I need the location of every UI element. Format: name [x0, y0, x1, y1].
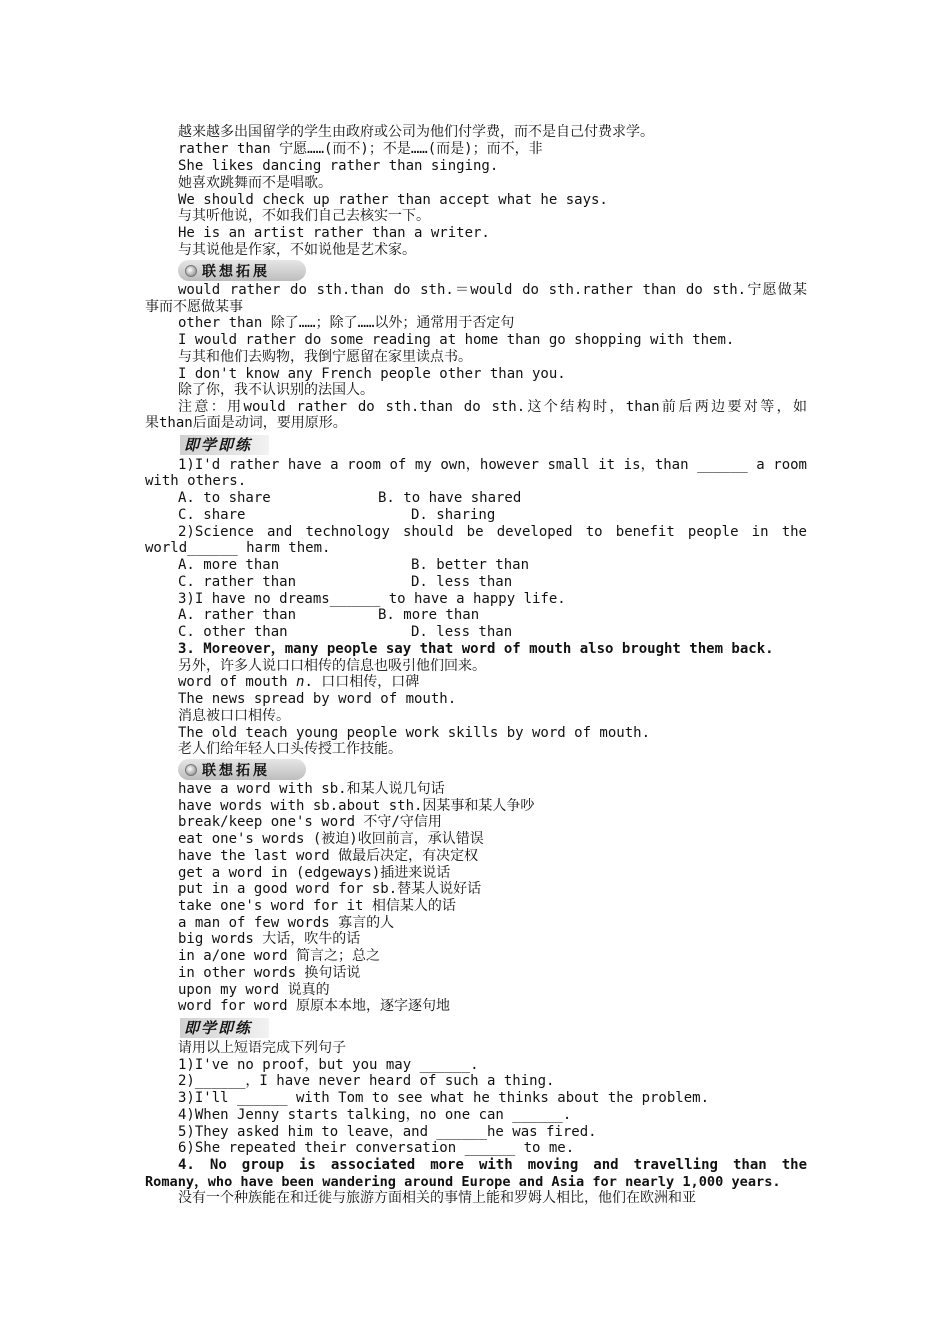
section-heading: 3. Moreover，many people say that word of mouth also brought them back.: [178, 641, 774, 657]
exercise-line: 6)She repeated their conversation ______ to me.: [178, 1140, 575, 1156]
term: word of mouth: [178, 674, 297, 690]
option-c: C. other than: [178, 624, 288, 640]
practice-banner: 即学即练: [180, 435, 269, 455]
text-line: 与其和他们去购物，我倒宁愿留在家里读点书。: [178, 349, 472, 365]
option-d: D. less than: [411, 574, 513, 590]
exercise-line: 1)I've no proof，but you may ______.: [178, 1057, 479, 1073]
text-line: would rather do sth.than do sth.＝would do sth.rather than do sth.宁愿做某: [178, 282, 807, 298]
exercise-line: 3)I'll ______ with Tom to see what he thinks about the problem.: [178, 1090, 710, 1106]
text-line: 除了你，我不认识别的法国人。: [178, 382, 374, 398]
text-line: 与其听他说，不如我们自己去核实一下。: [178, 208, 430, 224]
text-line: 请用以上短语完成下列句子: [178, 1040, 346, 1056]
text-line: [178, 674, 807, 691]
part-of-speech: n: [296, 674, 305, 690]
text-line: rather than 宁愿……(而不)；不是……(而是)；而不，非: [178, 141, 543, 157]
exercise-line: 5)They asked him to leave，and ______he was fired.: [178, 1124, 597, 1140]
text-line: He is an artist rather than a writer.: [178, 225, 490, 241]
text-line: I would rather do some reading at home than go shopping with them.: [178, 332, 735, 348]
question-line: 2)Science and technology should be developed to benefit people in the: [178, 524, 807, 540]
text-line: 越来越多出国留学的学生由政府或公司为他们付学费，而不是自己付费求学。: [178, 124, 654, 140]
question-line: 1)I'd rather have a room of my own，however small it is，than ______ a room: [178, 457, 807, 473]
exercise-line: 4)When Jenny starts talking，no one can ______.: [178, 1107, 572, 1123]
text-line: 另外，许多人说口口相传的信息也吸引他们回来。: [178, 658, 486, 674]
exercise-line: 2)______，I have never heard of such a thing.: [178, 1073, 555, 1089]
question-line: with others.: [145, 473, 247, 489]
text-line: 果than后面是动词，要用原形。: [145, 415, 347, 431]
section-heading: Romany，who have been wandering around Europe and Asia for nearly 1,000 years.: [145, 1174, 781, 1190]
phrase-line: get a word in (edgeways)插进来说话: [178, 865, 451, 881]
text-line: The news spread by word of mouth.: [178, 691, 457, 707]
option-d: D. sharing: [411, 507, 496, 523]
text-line: 没有一个种族能在和迁徙与旅游方面相关的事情上能和罗姆人相比，他们在欧洲和亚: [178, 1190, 696, 1206]
expand-banner: [178, 759, 306, 780]
practice-banner: 即学即练: [180, 1018, 269, 1038]
phrase-line: take one's word for it 相信某人的话: [178, 898, 456, 914]
phrase-line: upon my word 说真的: [178, 982, 330, 998]
text-line: other than 除了……；除了……以外；通常用于否定句: [178, 315, 515, 331]
option-c: C. share: [178, 507, 246, 523]
phrase-line: big words 大话，吹牛的话: [178, 931, 361, 947]
phrase-line: put in a good word for sb.替某人说好话: [178, 881, 482, 897]
text-line: 消息被口口相传。: [178, 708, 290, 724]
bullet-icon: [185, 764, 197, 776]
text-line: 注意：用would rather do sth.than do sth.这个结构时，than前后两边要对等，如: [178, 399, 807, 415]
text-line: The old teach young people work skills by word of mouth.: [178, 725, 651, 741]
option-a: A. rather than: [178, 607, 297, 623]
phrase-line: break/keep one's word 不守/守信用: [178, 814, 442, 830]
option-b: B. better than: [411, 557, 530, 573]
banner-label: 联想拓展: [202, 762, 270, 779]
phrase-line: have the last word 做最后决定，有决定权: [178, 848, 479, 864]
phrase-line: a man of few words 寡言的人: [178, 915, 395, 931]
text-line: I don't know any French people other than you.: [178, 366, 566, 382]
question-line: world______ harm them.: [145, 540, 331, 556]
definition: . 口口相传，口碑: [304, 674, 420, 690]
phrase-line: have words with sb.about sth.因某事和某人争吵: [178, 798, 535, 814]
option-b: B. to have shared: [378, 490, 522, 506]
option-b: B. more than: [378, 607, 480, 623]
text-line: 她喜欢跳舞而不是唱歌。: [178, 175, 332, 191]
phrase-line: in a/one word 简言之；总之: [178, 948, 381, 964]
option-c: C. rather than: [178, 574, 297, 590]
text-line: 老人们给年轻人口头传授工作技能。: [178, 741, 402, 757]
text-line: We should check up rather than accept what he says.: [178, 192, 608, 208]
option-a: A. to share: [178, 490, 271, 506]
section-heading: 4. No group is associated more with moving and travelling than the: [178, 1157, 807, 1173]
option-a: A. more than: [178, 557, 280, 573]
phrase-line: in other words 换句话说: [178, 965, 361, 981]
option-d: D. less than: [411, 624, 513, 640]
phrase-line: have a word with sb.和某人说几句话: [178, 781, 445, 797]
phrase-line: word for word 原原本本地，逐字逐句地: [178, 998, 451, 1014]
phrase-line: eat one's words (被迫)收回前言，承认错误: [178, 831, 484, 847]
text-line: She likes dancing rather than singing.: [178, 158, 499, 174]
expand-banner: [178, 260, 306, 281]
text-line: 与其说他是作家，不如说他是艺术家。: [178, 242, 416, 258]
banner-label: 联想拓展: [202, 263, 270, 280]
text-line: 事而不愿做某事: [145, 299, 243, 315]
question-line: 3)I have no dreams______ to have a happy life.: [178, 591, 566, 607]
bullet-icon: [185, 265, 197, 277]
